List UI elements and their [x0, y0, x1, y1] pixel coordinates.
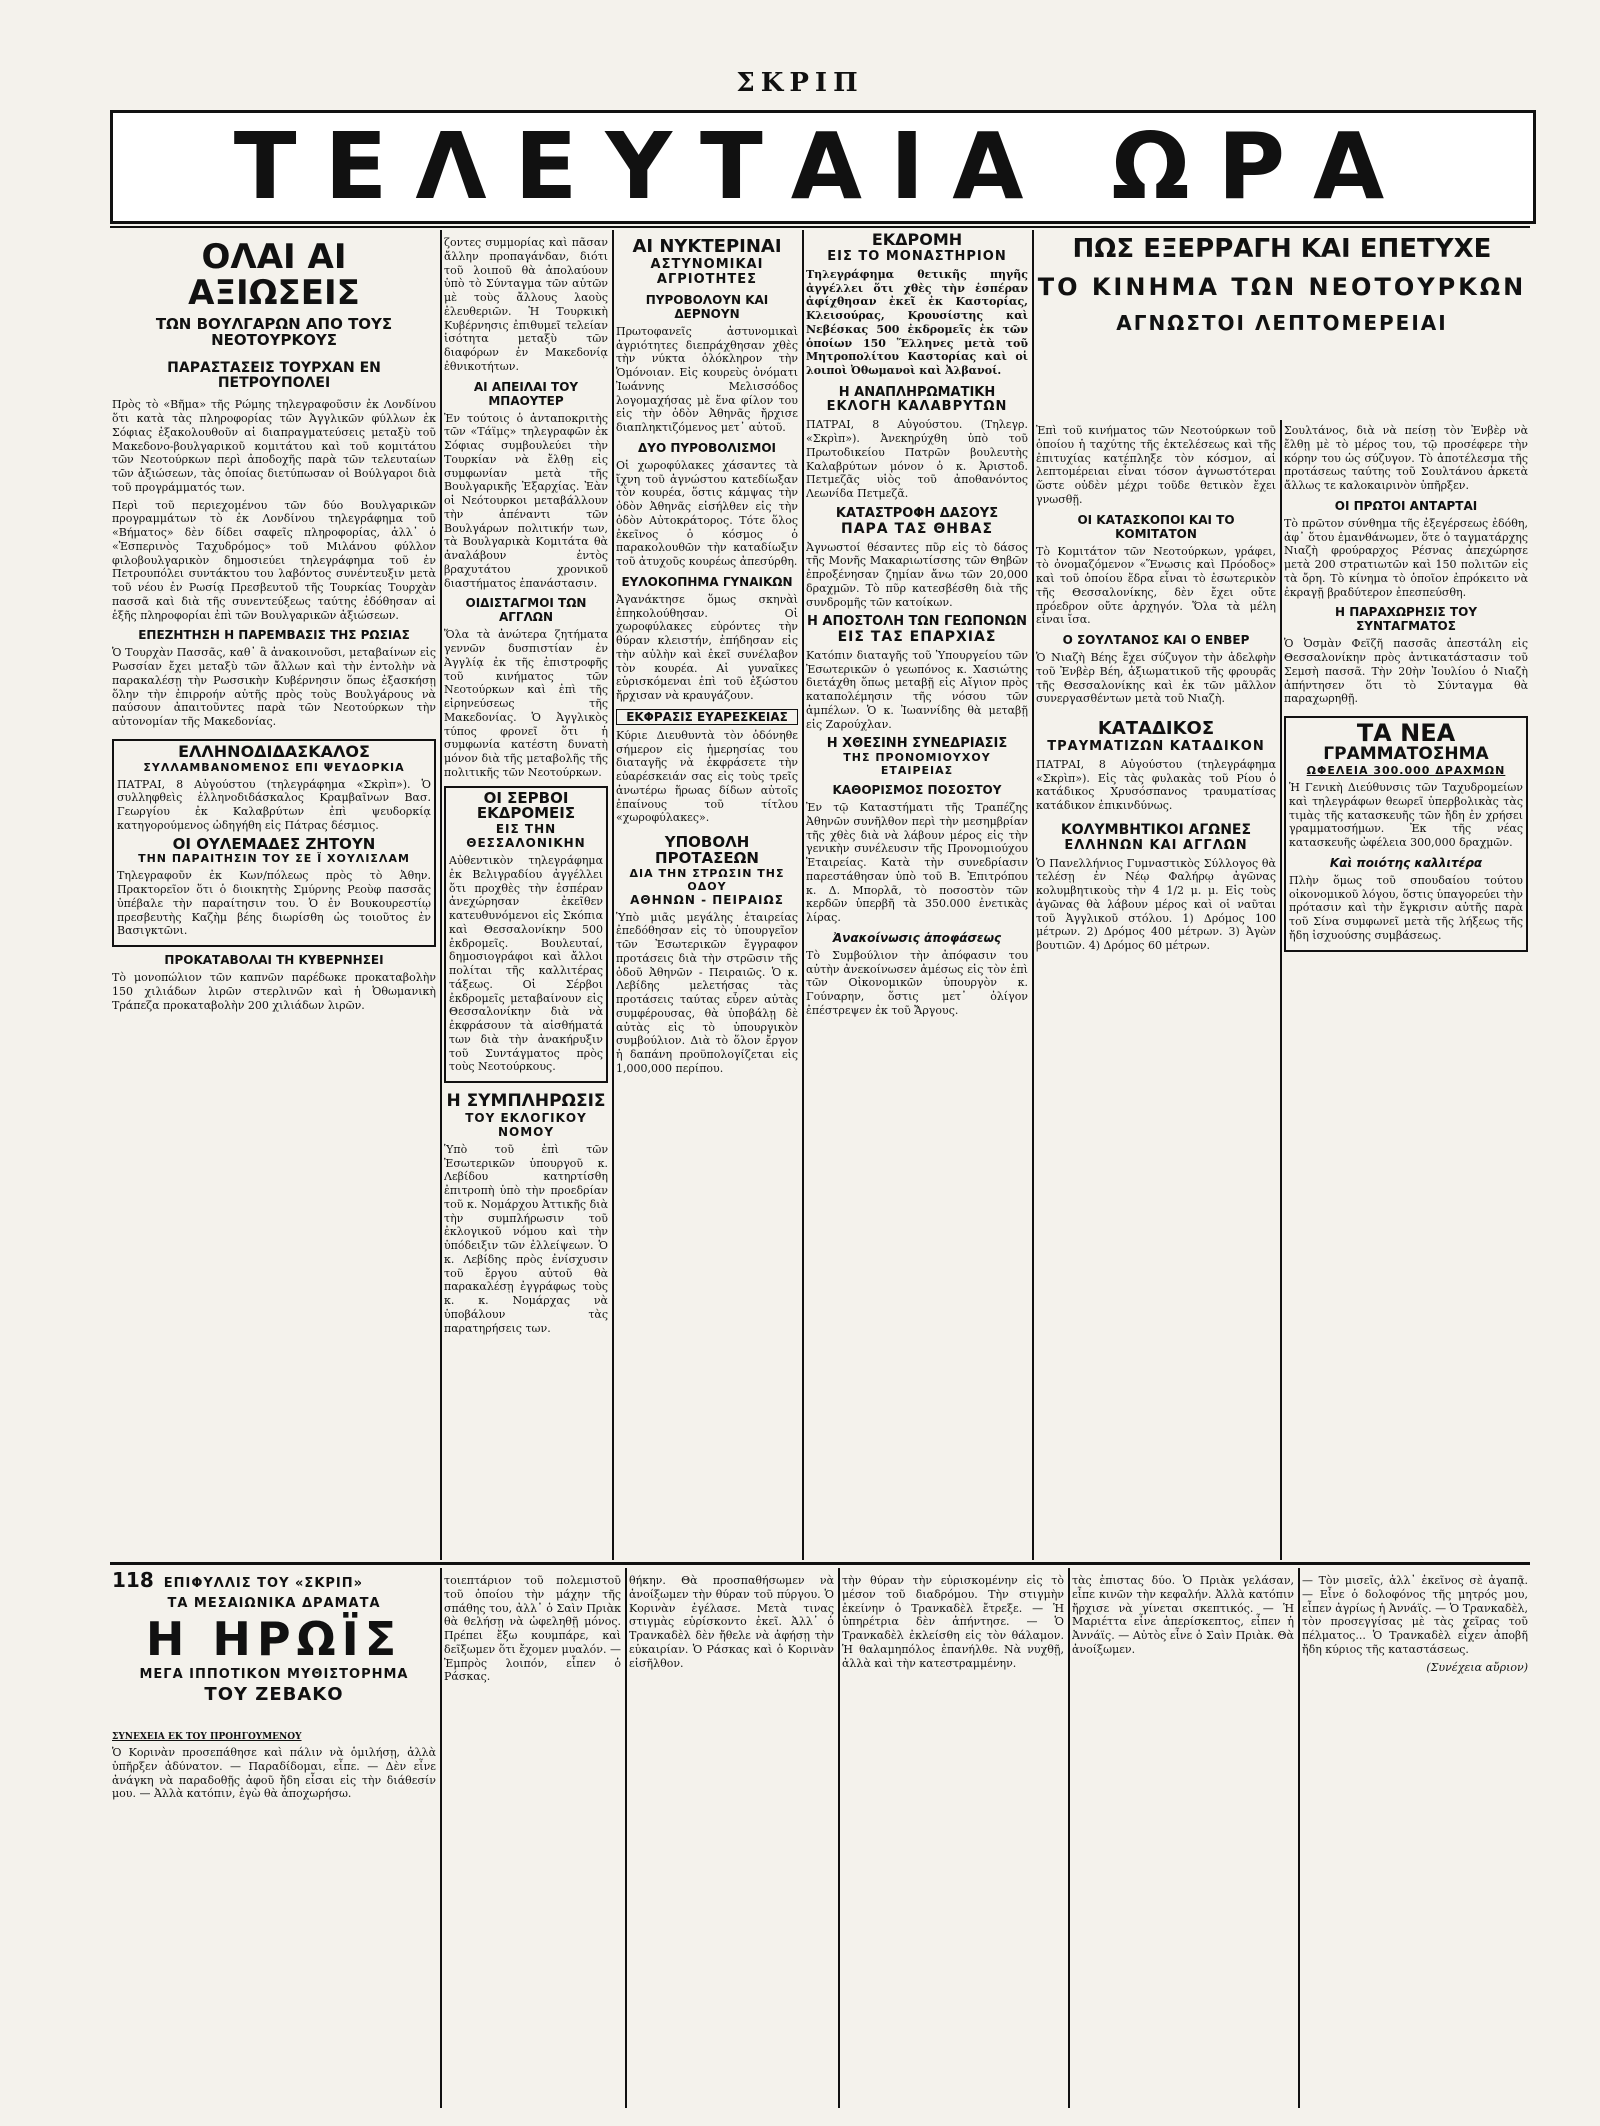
section-heading: Η ΠΑΡΑΧΩΡΗΣΙΣ ΤΟΥ ΣΥΝΤΑΓΜΑΤΟΣ — [1334, 605, 1478, 634]
subheadline: ΕΙΣ ΤΑΣ ΕΠΑΡΧΙΑΣ — [837, 628, 997, 645]
headline: ΟΛΑΙ ΑΙ ΑΞΙΩΣΕΙΣ — [188, 237, 360, 313]
headline: ΚΟΛΥΜΒΗΤΙΚΟΙ ΑΓΩΝΕΣ — [1060, 821, 1252, 838]
section-heading: ΠΡΟΚΑΤΑΒΟΛΑΙ ΤΗ ΚΥΒΕΡΝΗΣΕΙ — [164, 953, 384, 968]
feuilleton-source: ΕΠΙΦΥΛΛΙΣ ΤΟΥ «ΣΚΡΙΠ» — [163, 1576, 364, 1591]
article-paragraph: Ὁ Τουρχὰν Πασσᾶς, καθ᾽ ἃ ἀνακοινοῦσι, μεταβαίνων εἰς Ρωσσίαν ἔχει μεταξὺ τῶν ἄλλων καὶ τὴν ἐντολὴν νὰ παρακαλέσῃ τὴν Ρωσσικὴν Κυβέρνησιν ὅπως ἐξασκήσῃ ὅλην τὴν ἐπιρροήν αὐτῆς πρὸς τοὺς Βουλγάρους νὰ παύσουν ἀπαιτοῦντες παρὰ τῶν Νεοτούρκων τὴν αὐτονομίαν τῆς Μακεδονίας. — [112, 646, 436, 728]
feuilleton-paragraph: — Τὸν μισεῖς, ἀλλ᾽ ἐκεῖνος σὲ ἀγαπᾷ. — Εἶνε ὁ δολοφόνος τῆς μητρός μου, εἶπεν ἀγρίως ἡ Ἀννάϊς. — Ὁ Τρανκαδὲλ, τὸν προσεγγίσας μὲ τὰς χεῖρας τοῦ πέλματος... Ὁ Τρανκαδὲλ εἶχεν ἀποβῆ ἤδη κύριος τῆς καταστάσεως. — [1302, 1574, 1528, 1656]
article-paragraph: ζοντες συμμορίας καὶ πᾶσαν ἄλλην προπαγάνδαν, διότι τοῦ λοιποῦ θὰ ἀπολαύουν ὑπὸ τὸ Σύνταγμα τῶν αὐτῶν μὲ τοὺς ἄλλους λαοὺς ἐλευθεριῶν. Ἡ Τουρκικὴ Κυβέρνησις ἐπιθυμεῖ τελείαν ἰσότητα μεταξὺ τῶν διαφόρων ἐν Μακεδονίᾳ ἐθνικοτήτων. — [444, 236, 608, 373]
feuilleton-paragraph: τοιεπτάριον τοῦ πολεμιστοῦ τοῦ ὁποίου τὴν μάχην τῆς σπάθης του, ἀλλ᾽ ὁ Σαὶν Πριὰκ θὰ θελήσῃ νὰ ὠφεληθῇ μόνος. Πρέπει ἔξω κουμπάρε, καὶ δεῖξωμεν ὅτι ἔχομεν μυαλόν. — Ἐμπρὸς λοιπόν, εἶπεν ὁ Ράσκας. — [444, 1574, 621, 1684]
feuilleton-column-3 — [629, 1570, 834, 2106]
article-paragraph: Σουλτάνος, διὰ νὰ πείσῃ τὸν Ἐνβὲρ νὰ ἔλθῃ μὲ τὸ μέρος του, τῷ προσέφερε τὴν κόρην του ὡς σύζυγον. Τὸ ἀποτέλεσμα τῆς προτάσεως ταύτης τοῦ Σουλτάνου ἀρκετὰ ἄλλως τε καλοκαιρινὸν ὑπῆρξεν. — [1284, 424, 1528, 492]
section-heading: Ο ΣΟΥΛΤΑΝΟΣ ΚΑΙ Ο ΕΝΒΕΡ — [1062, 633, 1250, 647]
column-rule — [440, 1568, 442, 2108]
section-heading: ΑΙ ΑΠΕΙΛΑΙ ΤΟΥ ΜΠΑΟΥΤΕΡ — [473, 379, 579, 408]
article-paragraph: Ὑπὸ μιᾶς μεγάλης ἑταιρείας ἐπεδόθησαν εἰς τὸ ὑπουργεῖον τῶν Ἐσωτερικῶν ἔγγραφον προτάσεις διὰ τὴν στρῶσιν τῆς ὁδοῦ Ἀθηνῶν - Πειραιῶς. Ὁ κ. Λεβίδης μελετήσας τὰς προτάσεις ταύτας εὗρεν αὐτὰς συμφέρουσας, θὰ ὑποβάλῃ δὲ αὐτὰς εἰς τὸ ὑπουργικὸν συμβούλιον. Διὰ τὸ ὅλον ἔργον ἡ δαπάνη προϋπολογίζεται εἰς 1,000,000 περίπου. — [616, 910, 798, 1075]
article-paragraph: Ὁ Νιαζὴ Βέης ἔχει σύζυγον τὴν ἀδελφὴν τοῦ Ἐνβὲρ Βέη, ἀξιωματικοῦ τῆς φρουρᾶς τῆς Θεσσαλονίκης καὶ ἐκ τῶν μᾶλλον συνεργασθέντων μετὰ τοῦ Νιαζὴ. — [1036, 651, 1276, 706]
subheadline: ΤΡΑΥΜΑΤΙΖΩΝ ΚΑΤΑΔΙΚΟΝ — [1047, 738, 1265, 754]
article-column-3 — [616, 232, 798, 1558]
subheadline: ΑΓΝΩΣΤΟΙ ΛΕΠΤΟΜΕΡΕΙΑΙ — [1116, 311, 1448, 336]
article-paragraph: Πρωτοφανεῖς ἀστυνομικαὶ ἀγριότητες διεπράχθησαν χθὲς τὴν νύκτα ὁλόκληρον τὴν Ὁμόνοιαν. Εἰς κουρεὺς ὀνόματι Ἰωάννης Μελισσόδος λογομαχήσας μὲ ἕνα φίλον του εἰς τὴν ὁδὸν Ἀθηνᾶς ἤρχισε διαπληκτιζόμενος μετ᾽ αὐτοῦ. — [616, 324, 798, 435]
box-subheadline: ΕΙΣ ΤΗΝ ΘΕΣΣΑΛΟΝΙΚΗΝ — [466, 822, 586, 850]
article-paragraph: Ὁ Ὀσμὰν Φεϊζῆ πασσᾶς ἀπεστάλη εἰς Θεσσαλονίκην πρὸς ἀντικατάστασιν τοῦ Σεμσὴ πασσᾶ. Τὴν 20ὴν Ἰουλίου ὁ Νιαζὴ ἀπήντησεν ὅτι τὸ Σύνταγμα θὰ παραχωρηθῇ. — [1284, 637, 1528, 706]
article-paragraph: Ἀγανάκτησε ὅμως σκηνὰὶ ἐπηκολούθησαν. Οἱ χωροφύλακες εὑρόντες τὴν θύραν κλειστήν, ἐπήδησαν εἰς τὴν αὐλὴν καὶ ἐκεῖ συνέλαβον τὸν κουρέα. Αἱ γυναῖκες εὑρισκόμεναι ἐπὶ τοῦ ἐξώστου ἤρχισαν νὰ κραυγάζουν. — [616, 592, 798, 703]
feuilleton-paragraph: τὴν θύραν τὴν εὑρισκομένην εἰς τὸ μέσον τοῦ διαδρόμου. Τὴν στιγμὴν ἐκείνην ὁ Τρανκαδὲλ ἔτρεξε. — Ἡ ὑπηρέτρια δὲν ἀπήντησε. — Ὁ Τρανκαδὲλ ἐκλείσθη εἰς τὸν θάλαμον. Ἡ θαλαμηπόλος ἐπανήλθε. Νὰ νυχθῇ, ἀλλὰ καὶ τὴν κατεστραμμένην. — [842, 1574, 1064, 1670]
subheadline: ΕΙΣ ΤΟ ΜΟΝΑΣΤΗΡΙΟΝ — [827, 248, 1007, 264]
feuilleton-column-2 — [444, 1570, 621, 2106]
column-rule — [612, 230, 614, 1560]
box-headline: ΤΑ ΝΕΑ — [1356, 719, 1456, 747]
column-rule — [802, 230, 804, 1560]
section-heading: ΠΥΡΟΒΟΛΟΥΝ ΚΑΙ ΔΕΡΝΟΥΝ — [645, 292, 769, 321]
subheadline: ΑΘΗΝΩΝ - ΠΕΙΡΑΙΩΣ — [630, 892, 784, 907]
feuilleton-paragraph: Ὁ Κορινὰν προσεπάθησε καὶ πάλιν νὰ ὁμιλήσῃ, ἀλλὰ ὑπῆρξεν ἀδύνατον. — Παραδίδομαι, εἶπε. — Δὲν εἶνε ἀνάγκη νὰ παραδοθῇς ἀφοῦ ἤδη εἶσαι εἰς τὴν διάθεσίν μου. — Ἀλλὰ κατόπιν, ἐγὼ θὰ ἀποχωρήσω. — [112, 1746, 436, 1801]
section-heading: ΟΙ ΚΑΤΑΣΚΟΠΟΙ ΚΑΙ ΤΟ ΚΟΜΙΤΑΤΟΝ — [1077, 512, 1235, 541]
article-column-1 — [112, 232, 436, 1558]
column-rule — [440, 230, 442, 1560]
headline-secondary: ΤΩΝ ΒΟΥΛΓΑΡΩΝ ΑΠΟ ΤΟΥΣ ΝΕΟΤΟΥΡΚΟΥΣ — [155, 315, 393, 350]
article-paragraph: Ἐν τούτοις ὁ ἀνταποκριτὴς τῶν «Τάϊμς» τηλεγραφῶν ἐκ Σόφιας συμβουλεύει τὴν Τουρκίαν νὰ ἔλθῃ εἰς συμφωνίαν μετὰ τῆς Βουλγαρικῆς Ἐξαρχίας. Ἐὰν οἱ Νεότουρκοι μεταβάλλουν τὴν ἀπέναντι τῶν Βουλγάρων πολιτικήν των, τὰ Βουλγαρικὰ Κομιτάτα θὰ ἀναλάβουν ἐντὸς βραχυτάτου χρονικοῦ διαστήματος ἐπανάστασιν. — [444, 411, 608, 590]
column-rule — [625, 1568, 627, 2108]
column-rule — [1068, 1568, 1070, 2108]
headline: ΥΠΟΒΟΛΗ ΠΡΟΤΑΣΕΩΝ — [655, 833, 759, 867]
box-headline: ΟΙ ΟΥΛΕΜΑΔΕΣ ΖΗΤΟΥΝ — [172, 834, 376, 853]
headline: ΕΚΔΡΟΜΗ — [871, 232, 963, 249]
article-paragraph: Ὑπὸ τοῦ ἐπὶ τῶν Ἐσωτερικῶν ὑπουργοῦ κ. Λεβίδου κατηρτίσθη ἐπιτροπὴ ὑπὸ τὴν προεδρίαν τοῦ κ. Νομάρχου Ἀττικῆς διὰ τὴν συμπλήρωσιν τοῦ ἐκλογικοῦ νόμου καὶ τὴν ὑπόδειξιν τῶν ἐλλείψεων. Ὁ κ. Λεβίδης πρὸς ἐνίσχυσιν τοῦ ἔργου αὐτοῦ θὰ παρακαλέσῃ ἐγγράφως τοὺς κ. κ. Νομάρχας νὰ ὑποβάλουν τὰς παρατηρήσεις των. — [444, 1142, 608, 1335]
headline: ΠΩΣ ΕΞΕΡΡΑΓΗ ΚΑΙ ΕΠΕΤΥΧΕ — [1072, 234, 1492, 264]
news-box — [112, 739, 436, 947]
article-paragraph: Ἐπὶ τοῦ κινήματος τῶν Νεοτούρκων τοῦ ὁποίου ἡ ταχύτης τῆς ἐκτελέσεως καὶ τῆς ἐπιτυχίας κατέπληξε τὸν κόσμον, αἱ λεπτομέρειαι εἶναι τόσον ἀγνωστότεραι ὥστε οὐδὲν μέχρι τοῦδε θετικὸν ἔχει γνωσθῇ. — [1036, 424, 1276, 506]
article-paragraph: Ὁ Πανελλήνιος Γυμναστικὸς Σύλλογος θὰ τελέσῃ ἐν Νέῳ Φαλήρῳ ἀγῶνας κολυμβητικοὺς τὴν 4 1/2 μ. μ. Εἰς τοὺς ἀγῶνας θὰ λάβουν μέρος καὶ οἱ ναῦται τοῦ Ἀγγλικοῦ στόλου. 1) Δρόμος 100 μέτρων. 2) Δρόμος 400 μέτρων. 3) Ἀγὼν βουτιῶν. 4) Δρόμος 60 μέτρων. — [1036, 856, 1276, 953]
article-paragraph: Ἀγνωστοί θέσαντες πῦρ εἰς τὸ δάσος τῆς Μονῆς Μακαριωτίσσης τῶν Θηβῶν ἐπροξένησαν ζημίαν ἄνω τῶν 20,000 δραχμῶν. Τὸ πῦρ κατεσβέσθη διὰ τῆς συνδρομῆς τῶν κατοίκων. — [806, 540, 1028, 609]
feuilleton-column-4 — [842, 1570, 1064, 2106]
article-paragraph: Τηλεγραφοῦν ἐκ Κων/πόλεως πρὸς τὸ Ἀθην. Πρακτορεῖον ὅτι ὁ διοικητὴς Σμύρνης Ρεοὺφ πασσᾶς ὑπέβαλε τὴν παραίτησιν του. Ὁ ἐν Βουκουρεστίῳ πρεσβευτὴς Καζὴμ βέης διωρίσθη ὡς τοιοῦτος ἐν Βασιγκτῶνι. — [117, 869, 431, 938]
section-heading: ΟΙΔΙΣΤΑΓΜΟΙ ΤΩΝ ΑΓΓΛΩΝ — [465, 596, 587, 625]
continued-note: (Συνέχεια αὔριον) — [1426, 1660, 1528, 1674]
section-heading: ΟΙ ΠΡΩΤΟΙ ΑΝΤΑΡΤΑΙ — [1334, 498, 1478, 513]
article-paragraph: Ἡ Γενικὴ Διεύθυνσις τῶν Ταχυδρομείων καὶ τηλεγράφων θεωρεῖ ὑπερβολικὰς τὰς τιμὰς τῆς κατασκευῆς τῶν ἤδη ἐν χρήσει γραμματοσήμων. Ἐκ τῆς νέας κατασκευῆς ὠφέλεια 300,000 δραχμῶν. — [1289, 781, 1523, 850]
section-heading: Καὶ ποιότης καλλιτέρα — [1329, 855, 1483, 870]
headline: Η ΑΠΟΣΤΟΛΗ ΤΩΝ ΓΕΩΠΟΝΩΝ — [807, 614, 1027, 630]
feuilleton-series: ΤΑ ΜΕΣΑΙΩΝΙΚΑ ΔΡΑΜΑΤΑ — [167, 1596, 381, 1611]
subheadline: ΑΣΤΥΝΟΜΙΚΑΙ ΑΓΡΙΟΤΗΤΕΣ — [650, 256, 764, 287]
section-heading: ΕΠΕΖΗΤΗΣΗ Η ΠΑΡΕΜΒΑΣΙΣ ΤΗΣ ΡΩΣΙΑΣ — [138, 628, 410, 643]
feuilleton-paragraph: τὰς ἐπιστας δύο. Ὁ Πριὰκ γελάσαν, εἶπε κινῶν τὴν κεφαλήν. Ἀλλὰ κατόπιν ἤρχισε νὰ γίνεται σκεπτικός. — Ἡ Μαριέττα εἶνε ἀπερίσκεπτος, εἶπεν ἡ Ἀννάϊς. — Αὐτὸς εἶνε ὁ Σαὶν Πριὰκ. Θὰ ἀνοίξωμεν. — [1072, 1574, 1294, 1656]
feuilleton-number: 118 — [112, 1568, 154, 1592]
column-rule — [1032, 230, 1034, 1560]
headline: Η ΧΘΕΣΙΝΗ ΣΥΝΕΔΡΙΑΣΙΣ — [826, 736, 1008, 752]
subheadline: ΠΑΡΑ ΤΑΣ ΘΗΒΑΣ — [840, 520, 994, 537]
top-rule — [110, 226, 1530, 228]
article-paragraph: Τὸ πρῶτον σύνθημα τῆς ἐξεγέρσεως ἐδόθη, ἀφ᾽ ὅτου ἐμανθάνωμεν, ὅτε ὁ ταγματάρχης Νιαζὴ φρούραρχος Ρέσνας ἀπεχώρησε μετὰ 200 στρατιωτῶν καὶ 150 πολιτῶν εἰς τὰ ὄρη. Τὸ κίνημα τὸ ὁποῖον ἐπρόκειτο νὰ ἐκραγῇ βραδύτερον ἐπεσπεύσθη. — [1284, 516, 1528, 599]
banner-box — [110, 110, 1536, 224]
headline: ΚΑΤΑΣΤΡΟΦΗ ΔΑΣΟΥΣ — [835, 505, 999, 521]
box-headline: ΓΡΑΜΜΑΤΟΣΗΜΑ — [1323, 744, 1489, 765]
subheadline: ΤΟ ΚΙΝΗΜΑ ΤΩΝ ΝΕΟΤΟΥΡΚΩΝ — [1037, 273, 1527, 302]
article-paragraph: Κύριε Διευθυντὰ τὸν ὁδόνηθε σήμερον εἰς ἠμερησίας του διαταγῆς νὰ ἐκφράσετε τὴν εὐαρέσκειάν σας εἰς τοὺς τρεῖς ἀνωτέρω ἥρωας δίδων αὐτοῖς ἐπαίνους τοῦ τίτλου «χωροφύλακες». — [616, 728, 798, 825]
feuilleton-column-1 — [112, 1732, 436, 2106]
article-column-4 — [806, 232, 1028, 1558]
feuilleton-rule — [110, 1562, 1530, 1565]
article-paragraph: Ὅλα τὰ ἀνώτερα ζητήματα γεννῶν δυσπιστίαν ἐν Ἀγγλίᾳ ἐκ τῆς ἐπιστροφῆς τοῦ κινήματος τῶν Νεοτούρκων καὶ ἐπὶ τῆς εἰρηνεύσεως τῆς Μακεδονίας. Ὁ Ἀγγλικὸς τύπος φρονεῖ ὅτι ἡ συμφωνία κατέστη δυνατὴ μόνον διὰ τῆς μεταβολῆς τῆς πολιτικῆς τῶν Νεοτούρκων. — [444, 628, 608, 779]
article-column-6 — [1284, 420, 1528, 1558]
article-paragraph: Οἱ χωροφύλακες χάσαντες τὰ ἴχνη τοῦ ἀγνώστου κατεδίωξαν τὸν κουρέα, ὅστις κάμψας τὴν ὁδὸν Ἀθηνᾶς εἰσήλθεν εἰς τὴν ὁδὸν Αὐτοκράτορος. Τότε ὅλος ἐκεῖνος ὁ κόσμος ὁ παρακολουθῶν τὴν καταδίωξιν τοῦ ἀτυχοῦς κουρέως ἀπεσύρθη. — [616, 458, 798, 569]
column-rule — [838, 1568, 840, 2108]
box-headline: ΟΙ ΣΕΡΒΟΙ ΕΚΔΡΟΜΕΙΣ — [476, 788, 576, 823]
article-header-5 — [1036, 232, 1528, 418]
feuilleton-serial: ΣΥΝΕΧΕΙΑ ΕΚ ΤΟΥ ΠΡΟΗΓΟΥΜΕΝΟΥ — [112, 1732, 302, 1742]
article-paragraph: Αὐθεντικὸν τηλεγράφημα ἐκ Βελιγραδίου ἀγγέλλει ὅτι προχθὲς τὴν ἑσπέραν ἀνεχώρησαν ἐκεῖθεν κατευθυνόμενοι εἰς Σκόπια καὶ Θεσσαλονίκην 500 ἐκδρομεῖς. Βουλευταί, δημοσιογράφοι καὶ ἄλλοι πολίται τῆς καλλιτέρας τάξεως. Οἱ Σέρβοι ἐκδρομεῖς μεταβαίνουν εἰς Θεσσαλονίκην διὰ νὰ ἐκφράσουν τὰ αἰσθήματά των διὰ τὴν ἀνακήρυξιν τοῦ Συντάγματος πρὸς τοὺς Νεοτούρκους. — [449, 854, 603, 1074]
section-heading: ΔΥΟ ΠΥΡΟΒΟΛΙΣΜΟΙ — [638, 440, 776, 455]
article-paragraph: Τὸ μονοπώλιον τῶν καπνῶν παρέδωκε προκαταβολὴν 150 χιλιάδων λιρῶν στερλινῶν καὶ ἡ Ὀθωμανικὴ Τράπεζα προκαταβολὴν 200 χιλιάδων λιρῶν. — [112, 971, 436, 1012]
box-headline: ΕΛΛΗΝΟΔΙΔΑΣΚΑΛΟΣ — [178, 741, 370, 761]
box-subheadline: ΩΦΕΛΕΙΑ 300.000 ΔΡΑΧΜΩΝ — [1306, 764, 1506, 778]
feuilleton-title: Η ΗΡΩΪΣ — [145, 1612, 403, 1666]
article-column-5 — [1036, 420, 1276, 1558]
headline: Η ΣΥΜΠΛΗΡΩΣΙΣ — [446, 1091, 606, 1111]
subheadline: ΕΛΛΗΝΩΝ ΚΑΙ ΑΓΓΛΩΝ — [1064, 837, 1248, 853]
subheadline: ΤΟΥ ΕΚΛΟΓΙΚΟΥ ΝΟΜΟΥ — [465, 1110, 587, 1139]
section-heading: Ἀνακοίνωσις ἀποφάσεως — [832, 930, 1002, 945]
article-paragraph: Κατόπιν διαταγῆς τοῦ Ὑπουργείου τῶν Ἐσωτερικῶν ὁ γεωπόνος κ. Χασιώτης διετάχθη ὅπως μεταβῇ εἰς Αἴγιον πρὸς καταπολέμησιν τῆς νόσου τῶν ἀμπέλων. Ὁ κ. Ἰωαννίδης θὰ μεταβῇ εἰς Ζαρούχλαν. — [806, 648, 1028, 731]
article-paragraph: Περὶ τοῦ περιεχομένου τῶν δύο Βουλγαρικῶν προγραμμάτων τὸ ἐκ Λονδίνου τηλεγράφημα τοῦ «Βήματος» δὲν δίδει σαφεῖς πληροφορίας, ἀλλ᾽ ὁ «Ἑσπερινὸς Ταχυδρόμος» τοῦ Μιλάνου φύλλον φιλοβουλγαρικὸν δημοσιεύει τηλεγράφημα τοῦ ἐν Πετρουπόλει συντάκτου του λαβόντος συνέντευξιν μετὰ τοῦ νέου ἐν Ρωσίᾳ Πρεσβευτοῦ τῆς Τουρκίας Τουρχὰν πασσᾶ καὶ διὰ τῆς συνεντεύξεως ταύτης ἐδόθησαν αἱ ἑξῆς πληροφορίαι ἐπὶ τῶν Βουλγαρικῶν ἀξιώσεων. — [112, 498, 436, 622]
feuilleton-column-5 — [1072, 1570, 1294, 2106]
column-rule — [1280, 420, 1282, 1560]
section-heading: ΕΚΦΡΑΣΙΣ ΕΥΑΡΕΣΚΕΙΑΣ — [616, 709, 798, 725]
box-subheadline: ΤΗΝ ΠΑΡΑΙΤΗΣΙΝ ΤΟΥ ΣΕ Ϊ ΧΟΥΛΙΣΛΑΜ — [138, 852, 410, 866]
headline: ΑΙ ΝΥΚΤΕΡΙΝΑΙ — [632, 236, 782, 257]
subheadline: ΔΙΑ ΤΗΝ ΣΤΡΩΣΙΝ ΤΗΣ ΟΔΟΥ — [629, 866, 785, 893]
article-paragraph: ΠΑΤΡΑΙ, 8 Αὐγούστου. (Τηλεγρ. «Σκρὶπ»). Ἀνεκηρύχθη ὑπὸ τοῦ Πρωτοδικείου Πατρῶν βουλευτὴς Καλαβρύτων μόνον ὁ κ. Ἀριστοδ. Πετμεζᾶς υἱὸς τοῦ ἀποθανόντος Λεωνίδα Πετμεζᾶ. — [806, 418, 1028, 501]
article-paragraph: Τὸ Κομιτάτον τῶν Νεοτούρκων, γράφει, τὸ ὀνομαζόμενον «Ἕνωσις καὶ Πρόοδος» καὶ τοῦ ὁποίου ἕδρα εἶναι τὸ ἐσωτερικὸν τῆς Θεσσαλονίκης, δὲν ἔχει οὔτε πρόεδρον οὔτε ἀρχηγόν. Ὅλα τὰ μέλη εἶναι ἴσα. — [1036, 544, 1276, 627]
column-rule — [1298, 1568, 1300, 2108]
section-heading: ΚΑΘΟΡΙΣΜΟΣ ΠΟΣΟΣΤΟΥ — [832, 783, 1002, 798]
banner-title: ΤΕΛΕΥΤΑΙΑ ΩΡΑ — [233, 113, 1413, 220]
article-paragraph: ΠΑΤΡΑΙ, 8 Αὐγούστου (τηλεγράφημα «Σκρὶπ»). Ὁ συλληφθεὶς ἑλληνοδιδάσκαλος Κραμβαῖνων Βασ. Γεωργίου ἐκ Καλαβρύτων ἐπὶ ψευδορκίᾳ κατηγορούμενος ὡδηγήθη εἰς Πάτρας δέσμιος. — [117, 777, 431, 832]
article-paragraph: Πρὸς τὸ «Βῆμα» τῆς Ρώμης τηλεγραφοῦσιν ἐκ Λονδίνου ὅτι κατὰ τὰς πληροφορίας τῶν Ἀγγλικῶν φύλλων ἐκ Σόφιας ἐξακολουθοῦν αἱ διαπραγματεύσεις μεταξὺ τοῦ Μακεδονο-βουλγαρικοῦ κομιτάτου καὶ τοῦ κομιτάτου τῶν Νεοτούρκων περὶ ἀποδοχῆς παρὰ τῶν τελευταίων τῶν ἀξιώσεων, τὰς ὁποίας διετύπωσαν οἱ Βούλγαροι διὰ τοῦ προγράμματός των. — [112, 398, 436, 494]
article-paragraph: Ἐν τῷ Καταστήματι τῆς Τραπέζης Ἀθηνῶν συνῆλθον περὶ τὴν μεσημβρίαν τῆς χθὲς διὰ νὰ λάβουν μέρος εἰς τὴν γενικὴν συνέλευσιν τῆς Προνομιούχου Ἑταιρείας. Κατὰ τὴν συνεδρίασιν παρεστάθησαν ὑπὸ τοῦ Β. Ἐπιτρόπου κ. Δ. Μπορλᾶ, τὸ ποσοστὸν τῶν κερδῶν ὑπερβῆ τὰ 350.000 ἐνετικὰς λίρας. — [806, 801, 1028, 925]
feuilleton-author: ΤΟΥ ΖΕΒΑΚΟ — [204, 1684, 344, 1706]
headline-tertiary: ΠΑΡΑΣΤΑΣΕΙΣ ΤΟΥΡΧΑΝ ΕΝ ΠΕΤΡΟΥΠΟΛΕΙ — [167, 359, 381, 391]
article-paragraph: Πλὴν ὅμως τοῦ σπουδαίου τούτου οἰκονομικοῦ λόγου, ὅστις ὑπαγορεύει τὴν πρότασιν καὶ τὴν ἔγκρισιν αὐτῆς παρὰ τοῦ Σίνα συμφωνεῖ μετὰ τῆς λήξεως τῆς ἤδη ἰσχυούσης συμβάσεως. — [1289, 873, 1523, 942]
news-box — [444, 786, 608, 1084]
feuilleton-header — [112, 1568, 436, 1728]
article-paragraph: ΠΑΤΡΑΙ, 8 Αὐγούστου (τηλεγράφημα «Σκρὶπ»). Εἰς τὰς φυλακὰς τοῦ Ρίου ὁ κατάδικος Χρυσόσπανος τραυματίσας κατάδικον ἐπικινδύνως. — [1036, 757, 1276, 813]
article-paragraph: Τὸ Συμβούλιον τὴν ἀπόφασιν του αὐτὴν ἀνεκοίνωσεν ἀμέσως εἰς τὸν ἐπὶ τῶν Οἰκονομικῶν ὑπουργὸν κ. Γούναρην, ὅστις μετ᾽ ὀλίγον ἐπέστρεψεν ἐκ τοῦ Ἄργους. — [806, 948, 1028, 1017]
subheadline: ΕΚΛΟΓΗ ΚΑΛΑΒΡΥΤΩΝ — [826, 399, 1008, 415]
article-column-2 — [444, 232, 608, 1558]
paper-name: ΣΚΡΙΠ — [736, 68, 864, 98]
article-paragraph: Τηλεγράφημα θετικῆς πηγῆς ἀγγέλλει ὅτι χθὲς τὴν ἑσπέραν ἀφίχθησαν ἐκεῖ ἐκ Καστορίας, Κλεισούρας, Κρουσίστης καὶ Νεβέσκας 500 ἐκδρομεῖς ἐκ τῶν ὁποίων 150 Ἕλληνες μετὰ τοῦ Μητροπολίτου Καστορίας καὶ οἱ λοιποὶ Ὀθωμανοὶ καὶ Ἀλβανοί. — [806, 267, 1028, 378]
headline: ΚΑΤΑΔΙΚΟΣ — [1097, 718, 1215, 739]
box-subheadline: ΣΥΛΛΑΜΒΑΝΟΜΕΝΟΣ ΕΠΙ ΨΕΥΔΟΡΚΙΑ — [143, 760, 405, 774]
feuilleton-subtitle: ΜΕΓΑ ΙΠΠΟΤΙΚΟΝ ΜΥΘΙΣΤΟΡΗΜΑ — [139, 1667, 409, 1683]
subheadline: ΤΗΣ ΠΡΟΝΟΜΙΟΥΧΟΥ ΕΤΑΙΡΕΙΑΣ — [843, 751, 991, 778]
feuilleton-paragraph: θήκην. Θὰ προσπαθήσωμεν νὰ ἀνοίξωμεν τὴν θύραν τοῦ πύργου. Ὁ Κορινὰν ἐγέλασε. Μετὰ τινας στιγμὰς εὑρίσκοντο ἐκεῖ. Ἀλλ᾽ ὁ Τρανκαδὲλ δὲν ἤθελε νὰ ἀφήσῃ τὴν εὐκαιρίαν. Ὁ Ράσκας καὶ ὁ Κορινὰν εἰσῆλθον. — [629, 1574, 834, 1670]
news-box — [1284, 716, 1528, 952]
section-heading: ΕΥΛΟΚΟΠΗΜΑ ΓΥΝΑΙΚΩΝ — [621, 574, 793, 589]
headline: Η ΑΝΑΠΛΗΡΩΜΑΤΙΚΗ — [838, 384, 996, 400]
feuilleton-column-6 — [1302, 1570, 1528, 2106]
